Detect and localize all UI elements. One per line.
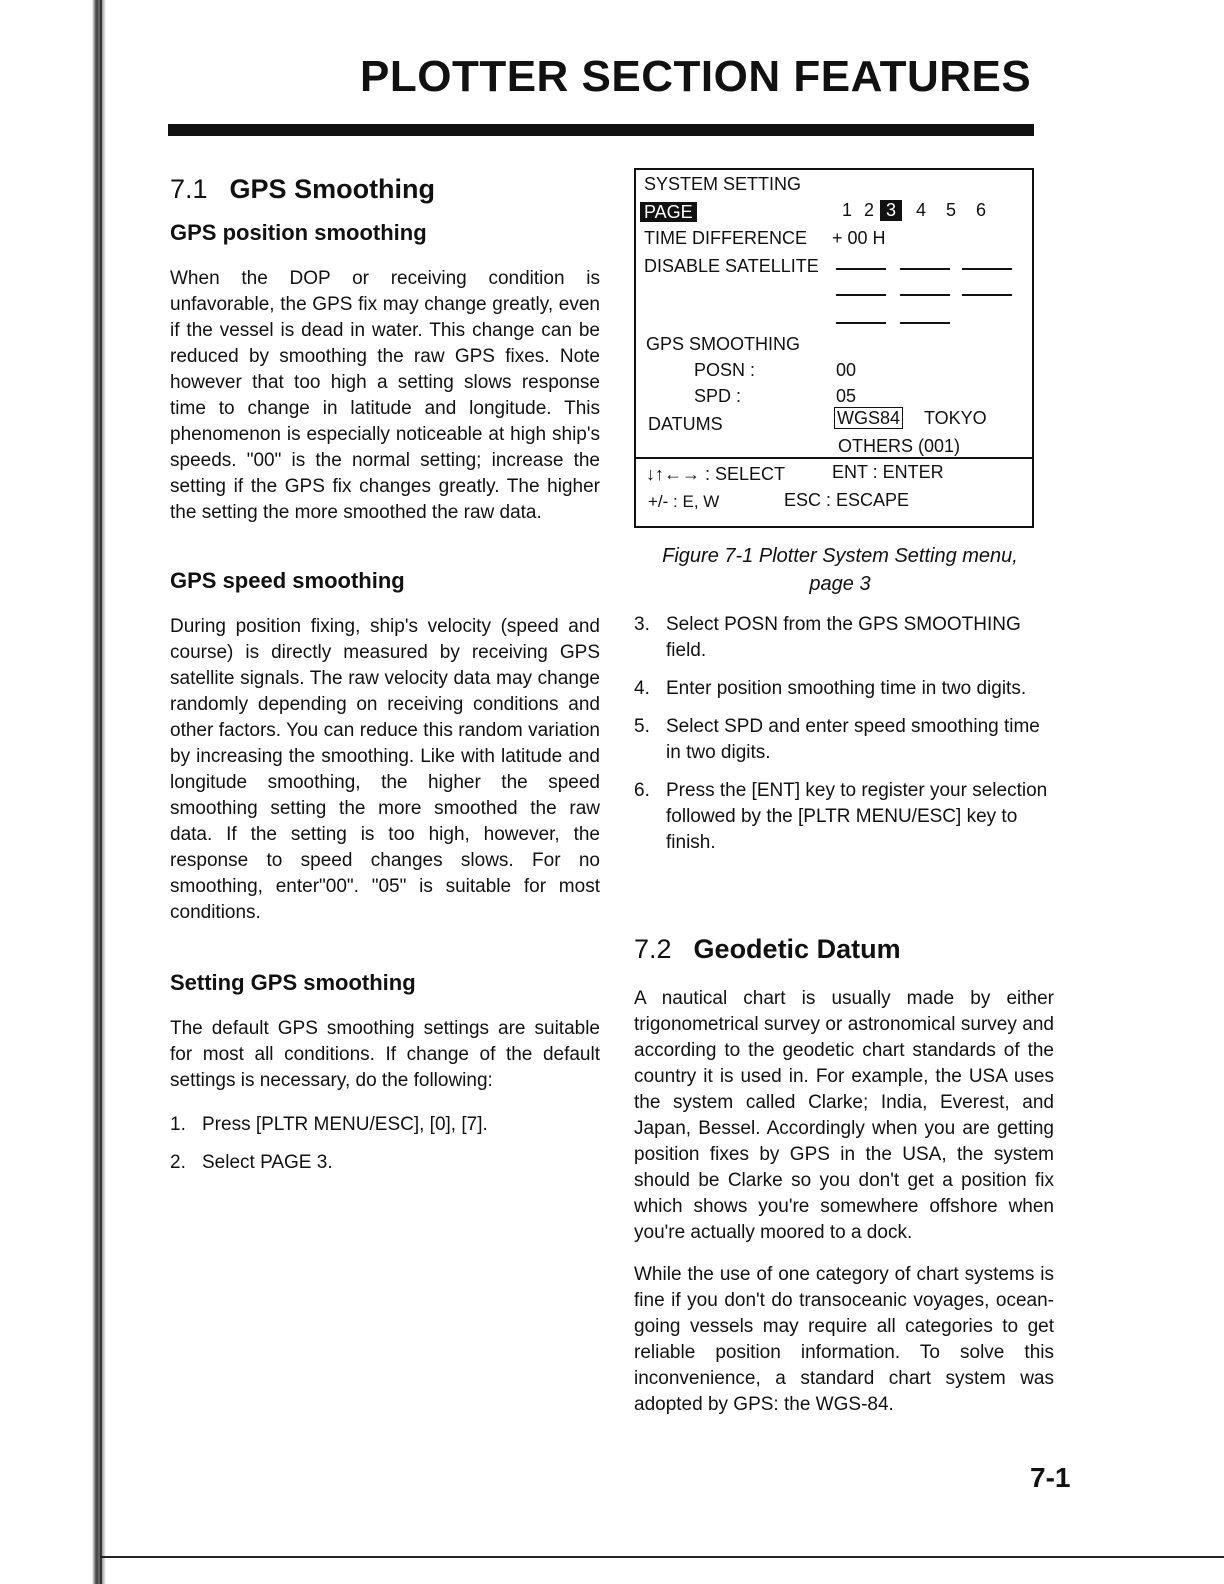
figure-caption: Figure 7-1 Plotter System Setting menu, page 3: [662, 545, 1018, 595]
spd-value: 05: [836, 386, 857, 406]
speed-smoothing-heading: GPS speed smoothing: [170, 568, 405, 593]
section-title: Geodetic Datum: [693, 934, 901, 964]
page-number: 4: [915, 200, 926, 220]
speed-smoothing-text: During position fixing, ship's velocity (speed and course) is directly measured by receiving GPS satellite signals. The raw velocity data may change randomly depending on receiving conditions and other factors. You can reduce this random variation by increasing the smoothing. Like with latitude and longitude smoothing, the higher the speed smoothing setting the more smoothed the raw data. If the setting is too high, however, the response to speed changes slows. For no smoothing, enter"00". "05" is suitable for most conditions.: [170, 616, 600, 923]
step-text: Press the [ENT] key to register your selection followed by the [PLTR MENU/ESC] key to finish.: [666, 780, 1048, 853]
right-column-steps: [634, 612, 1054, 868]
step-number: 1.: [170, 1114, 186, 1135]
datum-tokyo: TOKYO: [924, 408, 987, 428]
help-select: ↓↑←→ : SELECT: [646, 464, 786, 484]
position-smoothing-text: When the DOP or receiving condition is unfavorable, the GPS fix may change greatly, even if the vessel is dead in water. This change can be reduced by smoothing the raw GPS fixes. Note however that too high a setting slows response time to change in latitude and longitude. This phenomenon is especially noticeable at high ship's speeds. "00" is the normal setting; increase the setting if the GPS fix changes greatly. The higher the setting the more smoothed the raw data.: [170, 268, 600, 523]
step-number: 3.: [634, 614, 650, 635]
satellite-slot: [900, 294, 950, 296]
title-rule: [168, 124, 1034, 136]
help-enter: ENT : ENTER: [832, 462, 944, 482]
page-number-footer: 7-1: [1030, 1462, 1071, 1493]
page-numbers: [836, 200, 992, 221]
help-ew: +/- : E, W: [648, 492, 720, 511]
datum-selected: [834, 408, 903, 429]
step-number: 2.: [170, 1152, 186, 1173]
disable-satellite-label: DISABLE SATELLITE: [644, 256, 819, 276]
step-text: Select SPD and enter speed smoothing time in two digits.: [666, 716, 1040, 763]
system-setting-figure: [634, 168, 1034, 528]
section-number: 7.2: [634, 934, 672, 964]
step-number: 4.: [634, 678, 650, 699]
section-7-2-heading: [634, 936, 1054, 962]
satellite-slot: [836, 294, 886, 296]
datum-others: OTHERS (001): [838, 436, 961, 456]
list-item: [170, 1150, 600, 1176]
step-number: 5.: [634, 716, 650, 737]
list-item: [634, 714, 1054, 766]
steps-left: [170, 1112, 600, 1176]
spd-label: SPD :: [694, 386, 742, 406]
page-title: PLOTTER SECTION FEATURES: [360, 52, 1032, 101]
figure-header: SYSTEM SETTING: [644, 174, 802, 194]
setting-smoothing-text: The default GPS smoothing settings are suitable for most all conditions. If change of the default settings is necessary, do the following:: [170, 1018, 600, 1091]
satellite-slot: [836, 268, 886, 270]
step-text: Press [PLTR MENU/ESC], [0], [7].: [202, 1114, 488, 1135]
datum-wgs84: WGS84: [834, 407, 903, 429]
page-label-text: PAGE: [640, 202, 697, 222]
list-item: [634, 612, 1054, 664]
left-column: [170, 170, 600, 1188]
step-number: 6.: [634, 780, 650, 801]
datums-label: DATUMS: [648, 414, 723, 434]
gps-smoothing-label: GPS SMOOTHING: [646, 334, 801, 354]
section-7-1-heading: [170, 176, 600, 202]
bottom-rule: [100, 1556, 1224, 1558]
setting-smoothing-heading: Setting GPS smoothing: [170, 970, 416, 995]
page-number: 2: [863, 200, 874, 220]
binding-edge: [92, 0, 106, 1584]
page-label: [640, 202, 697, 223]
posn-value: 00: [836, 360, 857, 380]
page-number: 5: [945, 200, 956, 220]
step-text: Select POSN from the GPS SMOOTHING field.: [666, 614, 1021, 661]
help-escape: ESC : ESCAPE: [784, 490, 910, 510]
satellite-slot: [900, 268, 950, 270]
binding-line: [100, 0, 102, 1584]
time-difference-value: + 00 H: [832, 228, 886, 248]
section-7-2: [634, 936, 1054, 1418]
section-number: 7.1: [170, 174, 208, 204]
steps-right: [634, 612, 1054, 856]
page-number-selected: 3: [880, 200, 902, 221]
section-title: GPS Smoothing: [229, 174, 436, 204]
list-item: [634, 778, 1054, 856]
list-item: [170, 1112, 600, 1138]
geodetic-para-1: A nautical chart is usually made by either trigonometrical survey or astronomical survey and according to the geodetic chart standards of the country it is used in. For example, the USA uses the system called Clarke; India, Everest, and Japan, Bessel. Accordingly when you are getting position fixes by GPS in the USA, the system should be Clarke so you don't get a position fix which shows you're somewhere offshore when you're actually moored to a dock.: [634, 988, 1054, 1243]
posn-label: POSN :: [694, 360, 756, 380]
satellite-slot: [900, 322, 950, 324]
step-text: Select PAGE 3.: [202, 1152, 333, 1173]
position-smoothing-heading: GPS position smoothing: [170, 220, 427, 245]
satellite-slot: [962, 268, 1012, 270]
satellite-slot: [962, 294, 1012, 296]
geodetic-para-2: While the use of one category of chart systems is fine if you don't do transoceanic voyages, ocean-going vessels may require all categories to get reliable position information. To solve this inconvenience, a standard chart system was adopted by GPS: the WGS-84.: [634, 1264, 1054, 1415]
page-number: 6: [975, 200, 986, 220]
time-difference-label: TIME DIFFERENCE: [644, 228, 808, 248]
step-text: Enter position smoothing time in two digits.: [666, 678, 1027, 699]
satellite-slot: [836, 322, 886, 324]
list-item: [634, 676, 1054, 702]
page-number: 1: [841, 200, 852, 220]
figure-separator: [636, 457, 1032, 459]
